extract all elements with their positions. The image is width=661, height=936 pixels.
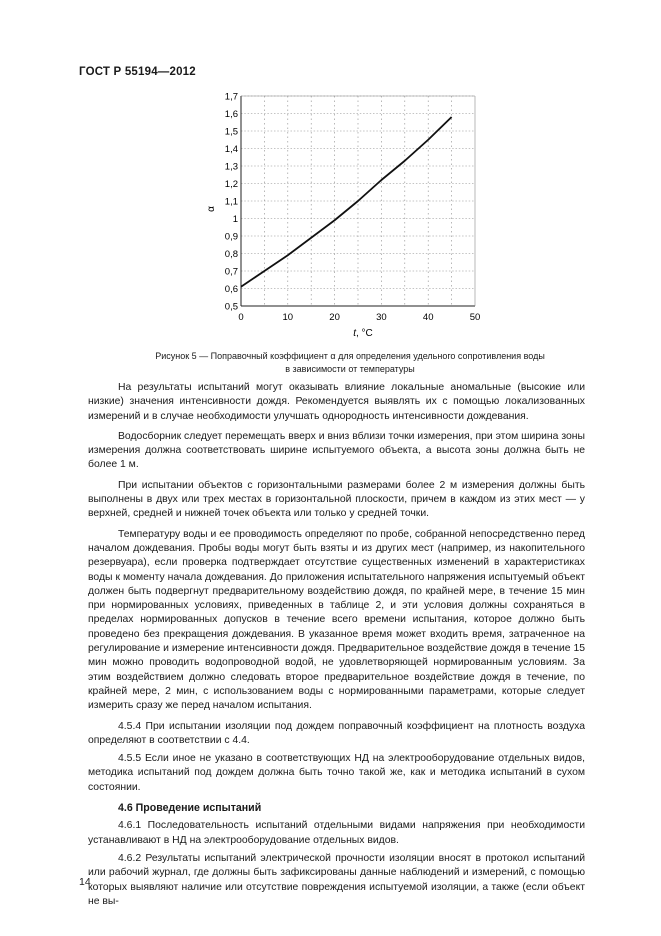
- y-tick-label: 0,5: [224, 301, 238, 313]
- x-tick-label: 50: [469, 312, 481, 323]
- y-tick-label: 1,4: [224, 144, 238, 155]
- y-tick-label: 1,6: [224, 109, 238, 120]
- body-text: [88, 381, 585, 915]
- document-header: ГОСТ Р 55194—2012: [79, 66, 196, 78]
- x-axis-label: [353, 328, 373, 339]
- figure-caption: [110, 350, 590, 376]
- y-axis-label: α: [206, 206, 217, 212]
- series-line: [241, 117, 452, 287]
- x-tick-label: 0: [238, 312, 244, 323]
- paragraph: На результаты испытаний могут оказывать влияние локальные аномальные (высокие или низкие) значения интенсивности дождя. Рекомендуется выявлять их с помощью локализованных измерений и в случае необходимости улучшать однородность интенсивности дождевания.: [88, 382, 585, 422]
- paragraph: Водосборник следует перемещать вверх и вниз вблизи точки измерения, при этом ширина зоны измерения должна соответствовать ширине испытуемого объекта, а высота зоны должна быть не более 1 м.: [88, 430, 585, 471]
- figure-caption-line2: в зависимости от температуры: [285, 364, 415, 374]
- x-tick-labels: [238, 312, 480, 323]
- paragraph: При испытании объектов с горизонтальными размерами более 2 м измерения должны быть выполнены в двух или трех местах в горизонтальной плоскости, причем в каждом из этих мест — у верхней, средней и нижней точек объекта или только у средней точки.: [88, 479, 585, 520]
- y-tick-label: 0,6: [224, 284, 238, 295]
- y-tick-label: 1: [232, 214, 238, 225]
- page-number: 14: [79, 876, 91, 888]
- paragraph: Температуру воды и ее проводимость определяют по пробе, собранной непосредственно перед началом дождевания. Пробы воды могут быть взяты и из других мест (например, из накопительного резервуара), если проверка подтверждает отсутствие существенных изменений в характеристиках воды к моменту начала дождевания. До приложения испытательного напряжения испытуемый объект должен быть подвергнут предварительному воздействию дождя, по крайней мере, в течение 15 мин при нормированных условиях, приведенных в таблице 2, и эти условия должны сохраняться в пределах нормированных допусков в течение всего времени испытания, которое должно быть проведено без прекращения дождевания. В указанное время может входить время, затраченное на регулирование и измерение интенсивности дождя. Предварительное воздействие дождя в течение 15 мин можно проводить водопроводной водой, не удовлетворяющей нормированным условиям. За этим воздействием должно следовать второе предварительное воздействие дождя в течение, по крайней мере, 2 мин, с использованием воды с нормированными параметрами, которые следует измерить сразу же перед началом испытания.: [88, 528, 585, 712]
- correction-coefficient-chart: [200, 86, 500, 346]
- y-tick-label: 1,3: [224, 161, 238, 173]
- paragraph-4-5-4: 4.5.4 При испытании изоляции под дождем поправочный коэффициент на плотность воздуха определяют в соответствии с 4.4.: [88, 720, 585, 746]
- x-tick-label: 40: [422, 312, 434, 323]
- chart-series: [241, 117, 452, 287]
- x-tick-label: 30: [376, 312, 387, 323]
- y-tick-label: 0,7: [224, 266, 238, 278]
- paragraph-4-6-2: 4.6.2 Результаты испытаний электрической прочности изоляции вносят в протокол испытаний или рабочий журнал, где должны быть зафиксированы данные наблюдений и измерений, с помощью которых выявляют наличие или отсутствие повреждения испытуемой изоляции, а также (если объект не вы-: [88, 852, 585, 907]
- x-axis-variable: t: [353, 328, 356, 339]
- y-tick-labels: [225, 92, 238, 313]
- y-tick-label: 1,7: [224, 91, 238, 103]
- x-tick-label: 20: [329, 312, 340, 323]
- x-tick-label: 10: [282, 312, 294, 323]
- paragraph-4-5-5: 4.5.5 Если иное не указано в соответствующих НД на электрооборудование отдельных видов, методика испытаний под дождем должна быть точно такой же, как и методика испытаний в сухом состоянии.: [88, 753, 585, 793]
- section-heading-4-6: 4.6 Проведение испытаний: [118, 802, 262, 815]
- y-tick-label: 1,2: [224, 179, 238, 190]
- figure-caption-line1: Рисунок 5 — Поправочный коэффициент α для определения удельного сопротивления воды: [155, 351, 545, 361]
- y-tick-label: 0,8: [224, 249, 238, 260]
- x-axis-unit: , °C: [356, 328, 373, 339]
- y-tick-label: 1,1: [224, 196, 238, 208]
- y-tick-label: 1,5: [224, 126, 238, 138]
- y-tick-label: 0,9: [224, 231, 238, 243]
- paragraph-4-6-1: 4.6.1 Последовательность испытаний отдельными видами напряжения при необходимости устанавливают в НД на электрооборудование отдельных видов.: [88, 820, 585, 846]
